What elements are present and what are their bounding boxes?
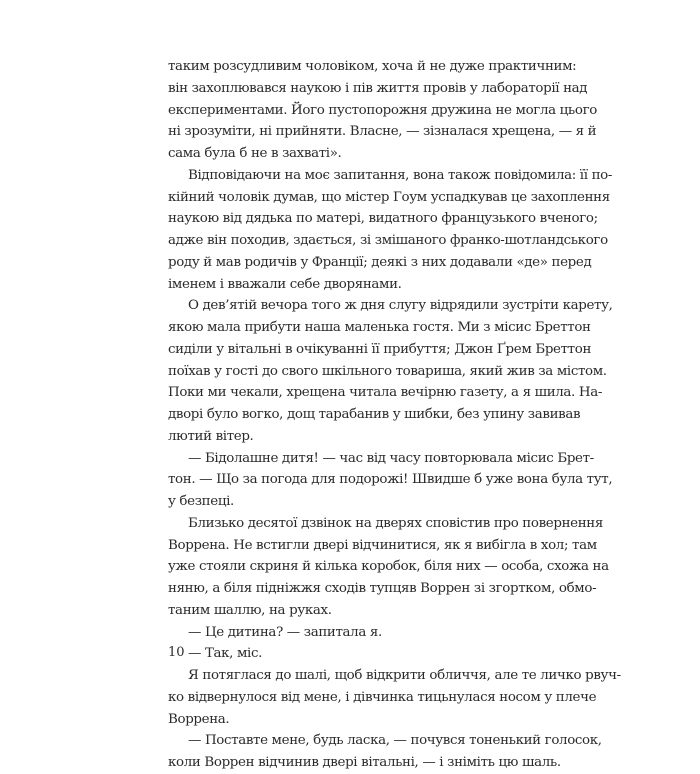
text-line: у безпеці.: [168, 494, 234, 509]
paragraph: [168, 513, 609, 622]
paragraph: [168, 56, 597, 165]
text-line: Воррена.: [168, 711, 230, 727]
page-number: 10: [168, 645, 185, 660]
paragraph: [168, 730, 602, 774]
text-line: ко відвернулося від мене, і дівчинка тицьнулася носом у плече: [168, 689, 597, 705]
text-line: уже стояли скриня й кілька коробок, біля них — особа, схожа на: [168, 559, 609, 575]
text-line: кійний чоловік думав, що містер Гоум успадкував це захоплення: [168, 189, 610, 205]
text-line: дворі було вогко, дощ тарабанив у шибки, без упину завивав: [168, 407, 581, 422]
text-line: тон. — Що за погода для подорожі! Швидше б уже вона була тут,: [168, 472, 613, 488]
paragraph: [168, 622, 535, 644]
text-line: експериментами. Його пустопорожня дружина не могла цього: [168, 102, 597, 118]
text-line: сама була б не в захваті».: [168, 146, 342, 161]
paragraph: [168, 643, 535, 665]
paragraph: [168, 665, 621, 730]
text-line: — Це дитина? — запитала я.: [188, 624, 382, 640]
text-line: коли Воррен відчинив двері вітальні, — і зніміть цю шаль.: [168, 755, 561, 770]
text-line: няню, а біля підніжжя сходів тупцяв Воррен зі згортком, обмо-: [168, 581, 597, 596]
text-line: іменем і вважали себе дворянами.: [168, 276, 402, 292]
text-line: — Поставте мене, будь ласка, — почувся тоненький голосок,: [188, 733, 602, 749]
text-line: сиділи у вітальні в очікуванні її прибуття; Джон Ґрем Бреттон: [168, 341, 592, 357]
text-line: адже він походив, здається, зі змішаного франко-шотландського: [168, 233, 608, 248]
text-line: Я потяглася до шалі, щоб відкрити обличчя, але те личко рвуч-: [188, 668, 621, 683]
text-line: — Бідолашне дитя! — час від часу повторювала місис Брет-: [188, 450, 594, 466]
paragraph: [168, 295, 613, 447]
text-line: Поки ми чекали, хрещена читала вечірню газету, а я шила. На-: [168, 385, 603, 401]
text-line: О дев’ятій вечора того ж дня слугу відрядили зустріти карету,: [188, 298, 613, 314]
text-line: Воррена. Не встигли двері відчинитися, як я вибігла в хол; там: [168, 537, 597, 553]
body-text: [168, 56, 621, 774]
paragraph: [168, 165, 613, 296]
text-line: — Так, міс.: [188, 646, 263, 662]
text-line: таким розсудливим чоловіком, хоча й не дуже практичним:: [168, 59, 577, 74]
text-line: лютий вітер.: [168, 428, 254, 444]
text-line: роду й мав родичів у Франції; деякі з них додавали «де» перед: [168, 254, 592, 270]
text-line: поїхав у гості до свого шкільного товариша, який жив за містом.: [168, 363, 607, 379]
text-line: ні зрозуміти, ні прийняти. Власне, — зізналася хрещена, — я й: [168, 124, 597, 140]
text-line: якою мала прибути наша маленька гостя. Ми з місис Бреттон: [168, 320, 591, 335]
text-line: Відповідаючи на моє запитання, вона також повідомила: її по-: [188, 167, 613, 183]
text-line: Близько десятої дзвінок на дверях сповістив про повернення: [188, 515, 603, 531]
text-line: наукою від дядька по матері, видатного французького вченого;: [168, 211, 598, 227]
text-line: таним шаллю, на руках.: [168, 602, 332, 618]
text-line: він захоплювався наукою і пів життя провів у лабораторії над: [168, 80, 588, 96]
paragraph: [168, 448, 613, 513]
